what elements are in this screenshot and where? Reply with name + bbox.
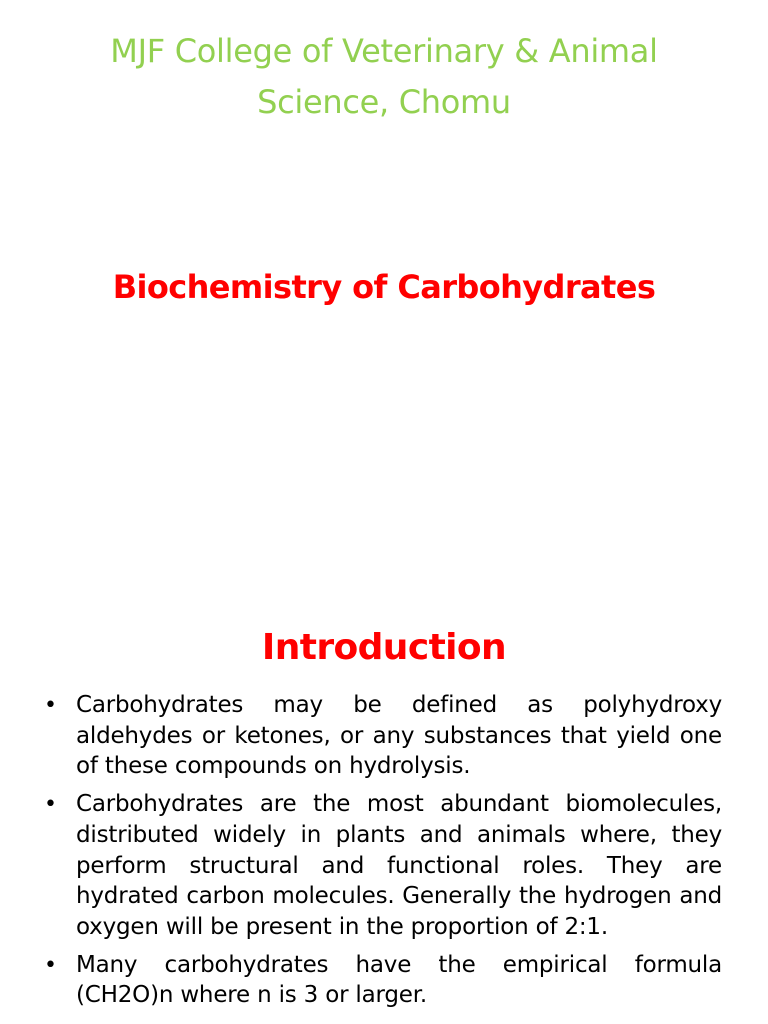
bullet-text: Carbohydrates may be defined as polyhydroxy aldehydes or ketones, or any substances that yield one of these compounds on hydrolysis. (76, 692, 722, 780)
bullet-marker: • (44, 792, 57, 818)
section-heading: Introduction (261, 627, 507, 668)
bullet-item (40, 690, 722, 782)
bullet-text: Many carbohydrates have the empirical formula (CH2O)n where n is 3 or larger. (76, 951, 722, 1009)
topic-title: Biochemistry of Carbohydrates (112, 268, 656, 306)
bullet-marker: • (44, 952, 57, 978)
institution-name: MJF College of Veterinary & Animal Science, Chomu (110, 32, 658, 121)
bullet-item (40, 789, 722, 943)
bullet-marker: • (44, 693, 57, 718)
bullet-item (40, 950, 722, 1011)
bullet-text: Carbohydrates are the most abundant biomolecules, distributed widely in plants and animals where, they perform structural and functional roles. They are hydrated carbon molecules. Generally the hydrogen and oxygen will be present in the proportion of 2:1. (76, 791, 722, 940)
bullet-list (40, 690, 722, 1018)
